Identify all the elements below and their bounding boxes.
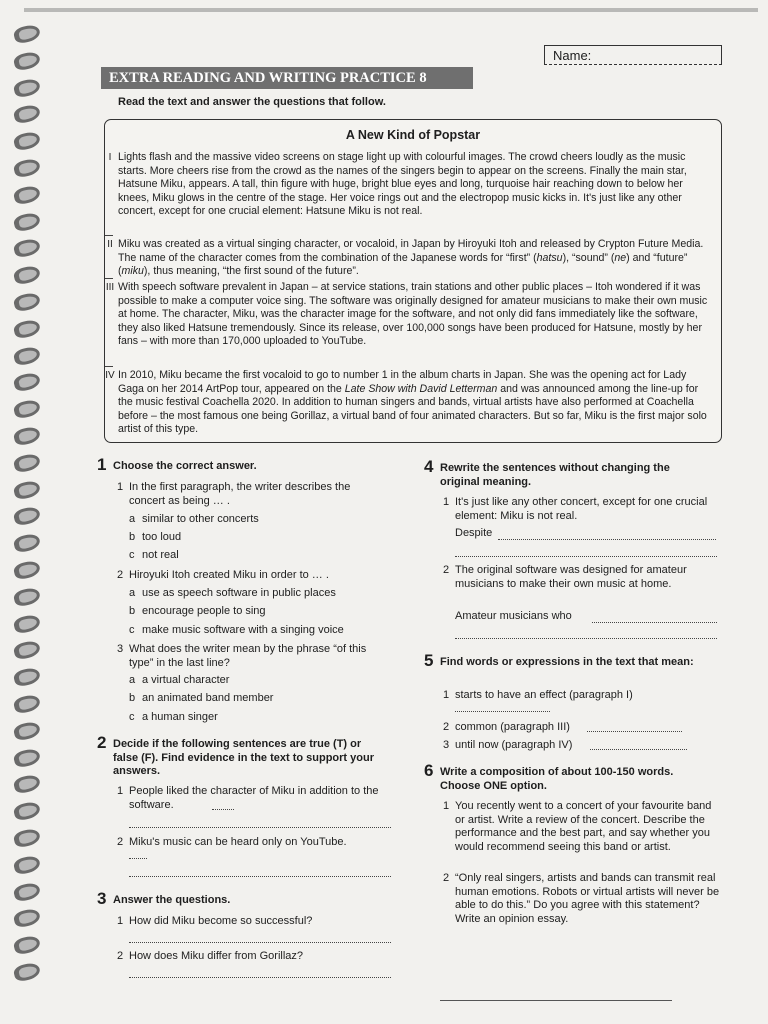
name-label: Name:	[553, 48, 592, 63]
question-text: It's just like any other concert, except for one crucial element: Miku is not real.	[455, 496, 708, 522]
question-text: until now (paragraph IV)	[455, 739, 573, 751]
binding-ring	[12, 425, 41, 447]
binding-ring	[12, 773, 41, 795]
question	[443, 739, 717, 753]
option-text: an animated band member	[142, 692, 274, 704]
paragraph-number: IV	[105, 370, 115, 381]
question	[117, 950, 389, 964]
option-letter: a	[129, 674, 136, 686]
task-number: 1	[97, 455, 107, 474]
binding-ring	[12, 639, 41, 661]
binding-ring	[12, 559, 41, 581]
question-number: 3	[117, 643, 124, 655]
option-text: a virtual character	[142, 674, 230, 686]
option-letter: a	[129, 587, 136, 599]
question-number: 3	[443, 739, 450, 751]
answer-line[interactable]	[590, 749, 687, 750]
paragraph-text: With speech software prevalent in Japan – at service stations, train stations and other public places – Itoh wondered if it was possible to make a computer voice sing. The software was originally designed for amateur musicians to make their own music at home. The character, Miku, was the character image for the software, and not only did fans immediately like the software, they also liked Hatsune tremendously. Since its release, over 100,000 songs have been produced for Hatsune, mostly by her fans – with more than 170,000 uploaded to YouTube.	[118, 281, 708, 348]
option-text: similar to other concerts	[142, 513, 259, 525]
paragraph-number: II	[107, 239, 113, 250]
answer-line[interactable]	[592, 622, 717, 623]
question-text: How did Miku become so successful?	[129, 915, 313, 927]
task-number: 5	[424, 651, 434, 670]
question	[117, 643, 389, 670]
question-number: 2	[443, 564, 450, 576]
option-letter: c	[129, 711, 135, 723]
paragraph-divider	[105, 235, 113, 236]
question	[117, 785, 379, 812]
scan-top-edge	[24, 8, 758, 12]
question-number: 2	[443, 721, 450, 733]
binding-ring	[12, 613, 41, 635]
binding-ring	[12, 77, 41, 99]
answer-line[interactable]	[212, 809, 234, 810]
question-number: 2	[117, 950, 124, 962]
question-number: 2	[117, 836, 124, 848]
task-heading: Write a composition of about 100-150 words. Choose ONE option.	[440, 766, 674, 792]
binding-ring	[12, 479, 41, 501]
option-text: a human singer	[142, 711, 218, 723]
binding-ring	[12, 666, 41, 688]
question	[443, 689, 717, 703]
binding-ring	[12, 532, 41, 554]
binding-ring	[12, 103, 41, 125]
question-number: 1	[117, 915, 124, 927]
question-text: You recently went to a concert of your favourite band or artist. Write a review of the concert. Describe the performance and the best part, and say whether you would recommend seeing this band or artist.	[455, 800, 712, 853]
page-footer-rule	[440, 1000, 672, 1005]
answer-line[interactable]	[455, 556, 717, 557]
answer-line[interactable]	[129, 858, 147, 859]
binding-ring	[12, 854, 41, 876]
question-text: In the first paragraph, the writer describes the concert as being … .	[129, 481, 351, 507]
option-text: not real	[142, 549, 179, 561]
paragraph-number: I	[108, 152, 112, 163]
article-paragraph	[107, 238, 713, 279]
binding-ring	[12, 747, 41, 769]
article-title: A New Kind of Popstar	[345, 128, 481, 142]
question-text: Miku's music can be heard only on YouTube.	[129, 836, 347, 848]
option-letter: b	[129, 605, 136, 617]
binding-ring	[12, 452, 41, 474]
question	[443, 872, 721, 926]
option-letter: b	[129, 692, 136, 704]
binding-ring	[12, 398, 41, 420]
binding-ring	[12, 264, 41, 286]
article-box	[104, 119, 722, 443]
paragraph-divider	[105, 278, 113, 279]
answer-line[interactable]	[587, 731, 682, 732]
worksheet-title: EXTRA READING AND WRITING PRACTICE 8	[101, 67, 473, 89]
question-number: 1	[117, 481, 124, 493]
binding-ring	[12, 586, 41, 608]
task-number: 2	[97, 733, 107, 752]
task-number: 3	[97, 889, 107, 908]
binding-ring	[12, 345, 41, 367]
binding-ring	[12, 50, 41, 72]
option-letter: a	[129, 513, 136, 525]
answer-line[interactable]	[455, 638, 717, 639]
question-number: 1	[443, 800, 450, 812]
option-text: too loud	[142, 531, 182, 543]
answer-line[interactable]	[129, 876, 391, 877]
option-letter: c	[129, 624, 135, 636]
binding-ring	[12, 318, 41, 340]
option-text: encourage people to sing	[142, 605, 266, 617]
question-text: common (paragraph III)	[455, 721, 570, 733]
binding-ring	[12, 291, 41, 313]
paragraph-text: Miku was created as a virtual singing character, or vocaloid, in Japan by Hiroyuki Itoh and released by Crypton Future Media. The name of the character comes from the combination of the Japanese words for “first” (hatsu), “sound” (ne) and “future” (miku), thus meaning, “the first sound of the future”.	[118, 238, 704, 278]
binding-ring	[12, 934, 41, 956]
question	[117, 836, 389, 850]
paragraph-text: Lights flash and the massive video screens on stage light up with colourful images. The crowd cheers loudly as the music starts. More cheers rise from the crowd as the names of the singers begin to appear on the screens. Finally the main star, Hatsune Miku, appears. A tall, thin figure with huge, bright blue eyes and long, turquoise hair reaching down to below her knees, Miku glows in the centre of the stage. Her voice rings out and the electropop music kicks in. It's just like any other concert, except for one crucial element: Hatsune Miku is not real.	[118, 151, 687, 218]
answer-line[interactable]	[129, 977, 391, 978]
question-text: “Only real singers, artists and bands can transmit real human emotions. Robots or virtual artists will never be able to do this.” Do you agree with this statement? Write an opinion essay.	[455, 872, 720, 925]
answer-line[interactable]	[129, 827, 391, 828]
question	[117, 481, 389, 508]
question-text: starts to have an effect (paragraph I)	[455, 689, 633, 701]
binding-ring	[12, 23, 41, 45]
question-text: What does the writer mean by the phrase “of this type” in the last line?	[129, 643, 367, 669]
binding-ring	[12, 800, 41, 822]
binding-ring	[12, 827, 41, 849]
question-number: 1	[117, 785, 124, 797]
task-heading: Find words or expressions in the text that mean:	[440, 656, 694, 668]
paragraph-number: III	[105, 282, 115, 293]
article-paragraph	[105, 369, 713, 437]
task-heading: Decide if the following sentences are true (T) or false (F). Find evidence in the text to support your answers.	[113, 738, 374, 777]
question	[117, 915, 389, 929]
spiral-binding	[0, 20, 44, 1020]
binding-ring	[12, 130, 41, 152]
binding-ring	[12, 881, 41, 903]
question-text: The original software was designed for amateur musicians to make their own music at home.	[455, 564, 687, 590]
binding-ring	[12, 907, 41, 929]
question-text: People liked the character of Miku in addition to the software.	[129, 785, 379, 811]
binding-ring	[12, 237, 41, 259]
question-number: 2	[117, 569, 124, 581]
question	[443, 721, 717, 735]
binding-ring	[12, 693, 41, 715]
paragraph-text: In 2010, Miku became the first vocaloid to go to number 1 in the album charts in Japan. She was the opening act for Lady Gaga on her 2014 ArtPop tour, appeared on the Late Show with David Letterman and was announced among the line-up for the music festival Coachella 2020. In addition to human singers and bands, virtual artists have also performed at Coachella before – the most famous one being Gorillaz, a virtual band of four animated characters. But so far, Miku is the first major solo artist of this type.	[118, 369, 707, 436]
question	[443, 564, 717, 591]
question-text: How does Miku differ from Gorillaz?	[129, 950, 304, 962]
answer-line[interactable]	[129, 942, 391, 943]
task-number: 6	[424, 761, 434, 780]
option-letter: c	[129, 549, 135, 561]
binding-ring	[12, 184, 41, 206]
task-heading: Choose the correct answer.	[113, 460, 257, 472]
question	[117, 569, 389, 583]
reading-instruction: Read the text and answer the questions that follow.	[118, 96, 386, 108]
answer-line[interactable]	[498, 539, 716, 540]
answer-line[interactable]	[455, 711, 550, 712]
option-text: make music software with a singing voice	[142, 624, 344, 636]
binding-ring	[12, 961, 41, 983]
question-number: 1	[443, 689, 450, 701]
option-letter: b	[129, 531, 136, 543]
binding-ring	[12, 505, 41, 527]
question-number: 1	[443, 496, 450, 508]
prompt-text: Amateur musicians who	[455, 610, 572, 622]
task-heading: Answer the questions.	[113, 894, 231, 906]
binding-ring	[12, 157, 41, 179]
option-text: use as speech software in public places	[142, 587, 336, 599]
binding-ring	[12, 720, 41, 742]
question-number: 2	[443, 872, 450, 884]
article-paragraph	[105, 281, 713, 349]
paragraph-divider	[105, 366, 113, 367]
question	[443, 496, 717, 523]
question	[443, 800, 721, 854]
prompt-text: Despite	[455, 527, 493, 539]
question-text: Hiroyuki Itoh created Miku in order to … .	[129, 569, 329, 581]
task-heading: Rewrite the sentences without changing the original meaning.	[440, 462, 670, 488]
binding-ring	[12, 371, 41, 393]
task-number: 4	[424, 457, 434, 476]
article-paragraph	[108, 151, 713, 219]
binding-ring	[12, 211, 41, 233]
name-field[interactable]	[544, 45, 722, 65]
